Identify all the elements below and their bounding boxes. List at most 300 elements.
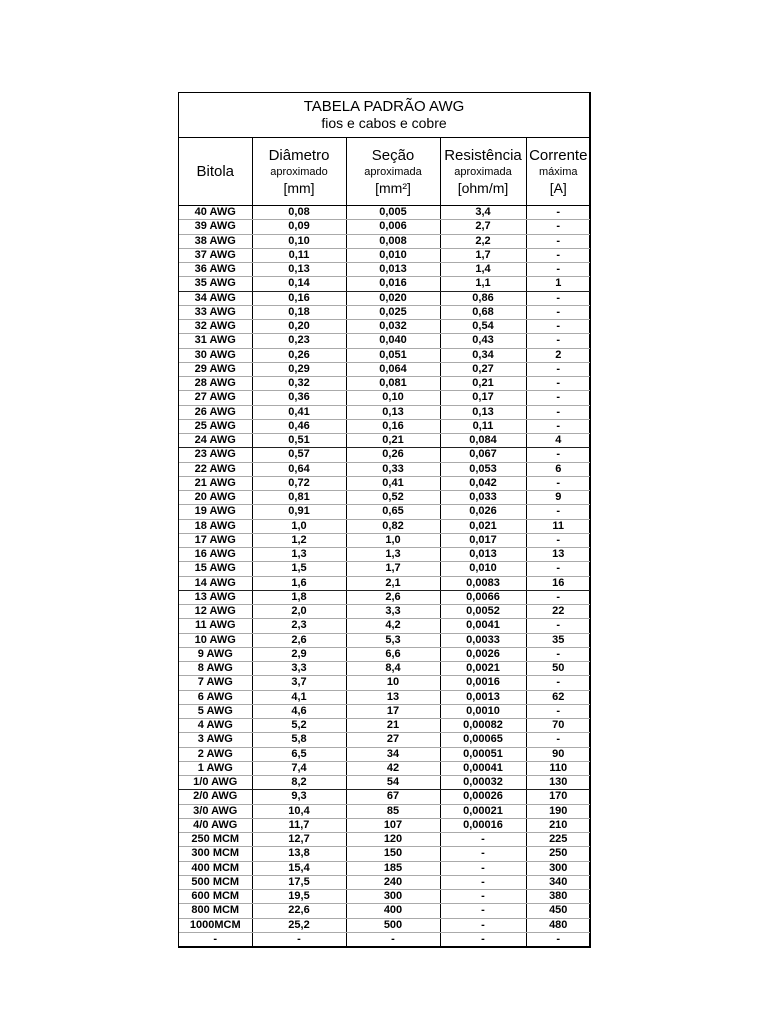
bitola-cell: 250 MCM: [179, 833, 252, 847]
resistencia-cell: 0,013: [440, 548, 526, 562]
secao-cell: 8,4: [346, 662, 440, 676]
corrente-cell: -: [526, 291, 590, 305]
table-row: [179, 234, 590, 248]
secao-cell: 42: [346, 761, 440, 775]
diametro-cell: 0,51: [252, 434, 346, 448]
diametro-cell: 1,6: [252, 576, 346, 590]
bitola-cell: 2/0 AWG: [179, 790, 252, 804]
bitola-cell: 22 AWG: [179, 462, 252, 476]
secao-cell: 0,064: [346, 362, 440, 376]
resistencia-cell: 0,0016: [440, 676, 526, 690]
secao-cell: 0,032: [346, 320, 440, 334]
table-row: [179, 861, 590, 875]
bitola-cell: 28 AWG: [179, 377, 252, 391]
bitola-cell: 10 AWG: [179, 633, 252, 647]
diametro-cell: 3,7: [252, 676, 346, 690]
corrente-cell: -: [526, 505, 590, 519]
bitola-cell: 32 AWG: [179, 320, 252, 334]
bitola-cell: 24 AWG: [179, 434, 252, 448]
resistencia-cell: 0,11: [440, 419, 526, 433]
corrente-cell: -: [526, 377, 590, 391]
secao-cell: 5,3: [346, 633, 440, 647]
secao-cell: 0,006: [346, 220, 440, 234]
diametro-cell: 5,2: [252, 719, 346, 733]
diametro-cell: 0,91: [252, 505, 346, 519]
corrente-cell: -: [526, 220, 590, 234]
resistencia-cell: -: [440, 904, 526, 918]
secao-cell: 0,081: [346, 377, 440, 391]
table-row: [179, 633, 590, 647]
bitola-cell: 25 AWG: [179, 419, 252, 433]
secao-cell: 0,16: [346, 419, 440, 433]
diametro-cell: 0,14: [252, 277, 346, 291]
table-row: [179, 818, 590, 832]
resistencia-cell: 0,0013: [440, 690, 526, 704]
corrente-cell: -: [526, 533, 590, 547]
diametro-cell: 7,4: [252, 761, 346, 775]
corrente-cell: -: [526, 334, 590, 348]
bitola-cell: 300 MCM: [179, 847, 252, 861]
table-row: [179, 847, 590, 861]
resistencia-cell: 1,1: [440, 277, 526, 291]
header-resistencia: [440, 138, 526, 206]
table-row: [179, 462, 590, 476]
table-row: [179, 362, 590, 376]
diametro-cell: 9,3: [252, 790, 346, 804]
bitola-cell: 34 AWG: [179, 291, 252, 305]
bitola-cell: -: [179, 932, 252, 946]
table-row: [179, 676, 590, 690]
diametro-cell: -: [252, 932, 346, 946]
secao-cell: 0,13: [346, 405, 440, 419]
bitola-cell: 18 AWG: [179, 519, 252, 533]
header-corrente-sub: máxima: [538, 165, 578, 178]
table-row: [179, 405, 590, 419]
secao-cell: 17: [346, 704, 440, 718]
corrente-cell: 450: [526, 904, 590, 918]
resistencia-cell: 0,68: [440, 305, 526, 319]
corrente-cell: -: [526, 562, 590, 576]
bitola-cell: 600 MCM: [179, 890, 252, 904]
diametro-cell: 8,2: [252, 776, 346, 790]
corrente-cell: -: [526, 206, 590, 220]
resistencia-cell: 0,00082: [440, 719, 526, 733]
resistencia-cell: 0,00021: [440, 804, 526, 818]
secao-cell: 240: [346, 875, 440, 889]
bitola-cell: 4/0 AWG: [179, 818, 252, 832]
table-row: [179, 647, 590, 661]
resistencia-cell: 0,13: [440, 405, 526, 419]
table-row: [179, 291, 590, 305]
corrente-cell: -: [526, 320, 590, 334]
bitola-cell: 800 MCM: [179, 904, 252, 918]
resistencia-cell: 0,0026: [440, 647, 526, 661]
corrente-cell: -: [526, 391, 590, 405]
title-block: [179, 93, 589, 138]
header-diametro-sub: aproximado: [270, 165, 328, 178]
bitola-cell: 14 AWG: [179, 576, 252, 590]
table-row: [179, 704, 590, 718]
corrente-cell: -: [526, 619, 590, 633]
secao-cell: 0,051: [346, 348, 440, 362]
header-secao-unit: [mm²]: [375, 179, 411, 196]
corrente-cell: 35: [526, 633, 590, 647]
secao-cell: 2,6: [346, 590, 440, 604]
table-row: [179, 776, 590, 790]
table-row: [179, 590, 590, 604]
table-row: [179, 733, 590, 747]
diametro-cell: 2,6: [252, 633, 346, 647]
corrente-cell: 190: [526, 804, 590, 818]
secao-cell: 0,016: [346, 277, 440, 291]
corrente-cell: 300: [526, 861, 590, 875]
resistencia-cell: 0,00065: [440, 733, 526, 747]
corrente-cell: -: [526, 234, 590, 248]
diametro-cell: 12,7: [252, 833, 346, 847]
corrente-cell: 170: [526, 790, 590, 804]
secao-cell: 6,6: [346, 647, 440, 661]
header-diametro-label: Diâmetro: [268, 146, 330, 164]
resistencia-cell: 0,0041: [440, 619, 526, 633]
table-row: [179, 719, 590, 733]
bitola-cell: 21 AWG: [179, 476, 252, 490]
corrente-cell: 90: [526, 747, 590, 761]
secao-cell: 0,41: [346, 476, 440, 490]
bitola-cell: 6 AWG: [179, 690, 252, 704]
secao-cell: 1,3: [346, 548, 440, 562]
corrente-cell: 9: [526, 491, 590, 505]
corrente-cell: -: [526, 704, 590, 718]
header-resistencia-unit: [ohm/m]: [457, 179, 509, 196]
bitola-cell: 26 AWG: [179, 405, 252, 419]
secao-cell: 0,21: [346, 434, 440, 448]
secao-cell: 0,82: [346, 519, 440, 533]
diametro-cell: 0,16: [252, 291, 346, 305]
table-body: [179, 206, 590, 947]
resistencia-cell: -: [440, 833, 526, 847]
diametro-cell: 0,72: [252, 476, 346, 490]
diametro-cell: 0,23: [252, 334, 346, 348]
resistencia-cell: 3,4: [440, 206, 526, 220]
bitola-cell: 7 AWG: [179, 676, 252, 690]
resistencia-cell: 0,0021: [440, 662, 526, 676]
table-row: [179, 277, 590, 291]
diametro-cell: 1,2: [252, 533, 346, 547]
bitola-cell: 3/0 AWG: [179, 804, 252, 818]
secao-cell: 0,10: [346, 391, 440, 405]
table-row: [179, 519, 590, 533]
resistencia-cell: 0,084: [440, 434, 526, 448]
diametro-cell: 0,26: [252, 348, 346, 362]
table-row: [179, 904, 590, 918]
secao-cell: 0,020: [346, 291, 440, 305]
bitola-cell: 40 AWG: [179, 206, 252, 220]
bitola-cell: 38 AWG: [179, 234, 252, 248]
secao-cell: 0,65: [346, 505, 440, 519]
corrente-cell: 22: [526, 605, 590, 619]
table-row: [179, 491, 590, 505]
resistencia-cell: -: [440, 861, 526, 875]
corrente-cell: 16: [526, 576, 590, 590]
bitola-cell: 36 AWG: [179, 263, 252, 277]
resistencia-cell: -: [440, 932, 526, 946]
corrente-cell: 6: [526, 462, 590, 476]
table-row: [179, 790, 590, 804]
secao-cell: 4,2: [346, 619, 440, 633]
resistencia-cell: -: [440, 890, 526, 904]
corrente-cell: 50: [526, 662, 590, 676]
bitola-cell: 400 MCM: [179, 861, 252, 875]
resistencia-cell: 0,00032: [440, 776, 526, 790]
diametro-cell: 0,09: [252, 220, 346, 234]
corrente-cell: 70: [526, 719, 590, 733]
table-row: [179, 320, 590, 334]
resistencia-cell: 0,86: [440, 291, 526, 305]
secao-cell: 120: [346, 833, 440, 847]
table-row: [179, 220, 590, 234]
header-corrente-unit: [A]: [549, 179, 567, 196]
diametro-cell: 22,6: [252, 904, 346, 918]
corrente-cell: 4: [526, 434, 590, 448]
corrente-cell: -: [526, 419, 590, 433]
secao-cell: 0,040: [346, 334, 440, 348]
corrente-cell: -: [526, 263, 590, 277]
diametro-cell: 0,29: [252, 362, 346, 376]
secao-cell: 0,025: [346, 305, 440, 319]
secao-cell: 54: [346, 776, 440, 790]
diametro-cell: 0,13: [252, 263, 346, 277]
bitola-cell: 11 AWG: [179, 619, 252, 633]
table-row: [179, 890, 590, 904]
diametro-cell: 0,41: [252, 405, 346, 419]
corrente-cell: -: [526, 248, 590, 262]
resistencia-cell: -: [440, 918, 526, 932]
diametro-cell: 17,5: [252, 875, 346, 889]
secao-cell: 150: [346, 847, 440, 861]
bitola-cell: 33 AWG: [179, 305, 252, 319]
secao-cell: 0,013: [346, 263, 440, 277]
resistencia-cell: 1,7: [440, 248, 526, 262]
diametro-cell: 25,2: [252, 918, 346, 932]
header-corrente: [526, 138, 590, 206]
diametro-cell: 5,8: [252, 733, 346, 747]
table-row: [179, 434, 590, 448]
secao-cell: 10: [346, 676, 440, 690]
table-title: TABELA PADRÃO AWG: [303, 98, 465, 115]
diametro-cell: 0,20: [252, 320, 346, 334]
table-row: [179, 761, 590, 775]
resistencia-cell: 0,010: [440, 562, 526, 576]
corrente-cell: 110: [526, 761, 590, 775]
resistencia-cell: 0,017: [440, 533, 526, 547]
bitola-cell: 29 AWG: [179, 362, 252, 376]
corrente-cell: 13: [526, 548, 590, 562]
header-resistencia-sub: aproximada: [454, 165, 512, 178]
diametro-cell: 1,5: [252, 562, 346, 576]
secao-cell: 300: [346, 890, 440, 904]
bitola-cell: 35 AWG: [179, 277, 252, 291]
diametro-cell: 2,0: [252, 605, 346, 619]
corrente-cell: -: [526, 476, 590, 490]
bitola-cell: 20 AWG: [179, 491, 252, 505]
secao-cell: 185: [346, 861, 440, 875]
secao-cell: 1,7: [346, 562, 440, 576]
resistencia-cell: 0,17: [440, 391, 526, 405]
header-row: [179, 138, 590, 206]
resistencia-cell: 0,00041: [440, 761, 526, 775]
diametro-cell: 1,3: [252, 548, 346, 562]
table-row: [179, 391, 590, 405]
secao-cell: 0,005: [346, 206, 440, 220]
diametro-cell: 11,7: [252, 818, 346, 832]
corrente-cell: -: [526, 405, 590, 419]
header-corrente-label: Corrente: [529, 146, 588, 164]
corrente-cell: -: [556, 932, 561, 945]
resistencia-cell: 0,0052: [440, 605, 526, 619]
diametro-cell: 13,8: [252, 847, 346, 861]
header-secao-sub: aproximada: [364, 165, 422, 178]
secao-cell: 85: [346, 804, 440, 818]
diametro-cell: 2,9: [252, 647, 346, 661]
resistencia-cell: 1,4: [440, 263, 526, 277]
corrente-cell: 130: [526, 776, 590, 790]
bitola-cell: 19 AWG: [179, 505, 252, 519]
table-row: [179, 804, 590, 818]
table-row: [179, 576, 590, 590]
bitola-cell: 15 AWG: [179, 562, 252, 576]
bitola-cell: 16 AWG: [179, 548, 252, 562]
bitola-cell: 4 AWG: [179, 719, 252, 733]
bitola-cell: 27 AWG: [179, 391, 252, 405]
resistencia-cell: 0,27: [440, 362, 526, 376]
table-row: [179, 248, 590, 262]
resistencia-cell: 0,067: [440, 448, 526, 462]
bitola-cell: 9 AWG: [179, 647, 252, 661]
secao-cell: 1,0: [346, 533, 440, 547]
diametro-cell: 0,57: [252, 448, 346, 462]
corrente-cell: 380: [526, 890, 590, 904]
table-row: [179, 605, 590, 619]
bitola-cell: 17 AWG: [179, 533, 252, 547]
header-secao-label: Seção: [371, 146, 415, 164]
bitola-cell: 23 AWG: [179, 448, 252, 462]
diametro-cell: 0,10: [252, 234, 346, 248]
bitola-cell: 37 AWG: [179, 248, 252, 262]
table-row: [179, 833, 590, 847]
resistencia-cell: 2,2: [440, 234, 526, 248]
diametro-cell: 0,32: [252, 377, 346, 391]
corrente-cell: 225: [526, 833, 590, 847]
table-row: [179, 932, 590, 946]
diametro-cell: 19,5: [252, 890, 346, 904]
table-row: [179, 206, 590, 220]
table-row: [179, 348, 590, 362]
corrente-cell: 340: [526, 875, 590, 889]
resistencia-cell: 0,00016: [440, 818, 526, 832]
table-row: [179, 533, 590, 547]
table-row: [179, 619, 590, 633]
corrente-cell: 480: [526, 918, 590, 932]
secao-cell: 0,33: [346, 462, 440, 476]
corrente-cell: 11: [526, 519, 590, 533]
diametro-cell: 1,8: [252, 590, 346, 604]
diametro-cell: 0,36: [252, 391, 346, 405]
header-bitola-label: Bitola: [196, 162, 235, 180]
diametro-cell: 3,3: [252, 662, 346, 676]
corrente-cell: 250: [526, 847, 590, 861]
resistencia-cell: -: [440, 847, 526, 861]
resistencia-cell: 0,053: [440, 462, 526, 476]
resistencia-cell: 0,34: [440, 348, 526, 362]
secao-cell: 2,1: [346, 576, 440, 590]
table-row: [179, 918, 590, 932]
corrente-cell: 210: [526, 818, 590, 832]
header-secao: [346, 138, 440, 206]
secao-cell: 0,010: [346, 248, 440, 262]
bitola-cell: 1000MCM: [179, 918, 252, 932]
diametro-cell: 0,11: [252, 248, 346, 262]
diametro-cell: 0,18: [252, 305, 346, 319]
corrente-cell: 1: [526, 277, 590, 291]
resistencia-cell: 0,0083: [440, 576, 526, 590]
resistencia-cell: 0,21: [440, 377, 526, 391]
awg-table: [179, 138, 590, 946]
bitola-cell: 31 AWG: [179, 334, 252, 348]
diametro-cell: 1,0: [252, 519, 346, 533]
awg-table-sheet: [178, 92, 591, 948]
diametro-cell: 0,81: [252, 491, 346, 505]
bitola-cell: 1/0 AWG: [179, 776, 252, 790]
table-row: [179, 377, 590, 391]
table-row: [179, 662, 590, 676]
resistencia-cell: 0,00026: [440, 790, 526, 804]
table-row: [179, 419, 590, 433]
bitola-cell: 12 AWG: [179, 605, 252, 619]
corrente-cell: 2: [526, 348, 590, 362]
table-row: [179, 448, 590, 462]
table-row: [179, 505, 590, 519]
corrente-cell: -: [526, 676, 590, 690]
corrente-cell: -: [526, 362, 590, 376]
header-resistencia-label: Resistência: [444, 146, 522, 164]
table-row: [179, 747, 590, 761]
secao-cell: 27: [346, 733, 440, 747]
bitola-cell: 1 AWG: [179, 761, 252, 775]
diametro-cell: 0,46: [252, 419, 346, 433]
bitola-cell: 30 AWG: [179, 348, 252, 362]
secao-cell: 0,008: [346, 234, 440, 248]
diametro-cell: 0,64: [252, 462, 346, 476]
secao-cell: 21: [346, 719, 440, 733]
table-header: [179, 138, 590, 206]
secao-cell: -: [346, 932, 440, 946]
bitola-cell: 39 AWG: [179, 220, 252, 234]
table-row: [179, 476, 590, 490]
corrente-cell: 62: [526, 690, 590, 704]
resistencia-cell: 0,0033: [440, 633, 526, 647]
secao-cell: 34: [346, 747, 440, 761]
table-row: [179, 875, 590, 889]
secao-cell: 0,26: [346, 448, 440, 462]
bitola-cell: 2 AWG: [179, 747, 252, 761]
table-row: [179, 305, 590, 319]
resistencia-cell: 0,042: [440, 476, 526, 490]
table-row: [179, 334, 590, 348]
bitola-cell: 5 AWG: [179, 704, 252, 718]
diametro-cell: 4,1: [252, 690, 346, 704]
bitola-cell: 3 AWG: [179, 733, 252, 747]
resistencia-cell: 0,0066: [440, 590, 526, 604]
